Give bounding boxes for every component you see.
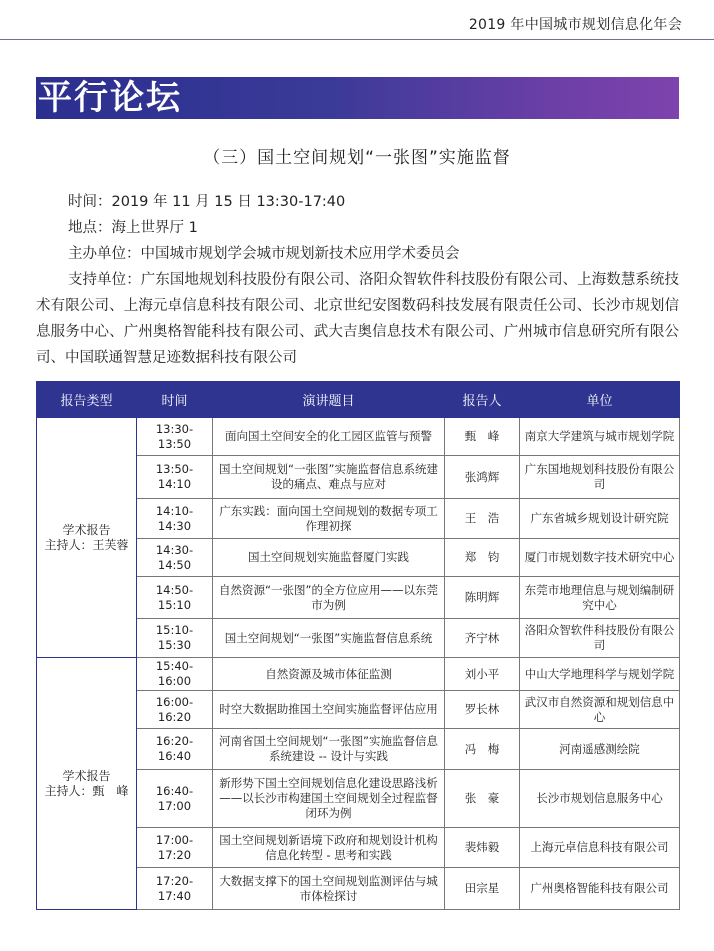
session-speaker: 郑 钧 [445,539,520,577]
session-time: 17:20-17:40 [137,868,213,910]
session-speaker: 刘小平 [445,658,520,691]
session-speaker: 甄 峰 [445,418,520,456]
session-time: 13:50-14:10 [137,456,213,499]
group-type-cell [37,658,137,910]
session-topic: 国土空间规划新语境下政府和规划设计机构信息化转型 - 思考和实践 [213,828,445,868]
session-speaker: 罗长林 [445,691,520,729]
session-org: 上海元卓信息科技有限公司 [520,828,680,868]
info-place: 地点：海上世界厅 1 [68,220,198,236]
session-org: 武汉市自然资源和规划信息中心 [520,691,680,729]
session-speaker: 王 浩 [445,499,520,539]
session-speaker: 陈明辉 [445,577,520,619]
session-speaker: 田宗星 [445,868,520,910]
session-topic: 新形势下国土空间规划信息化建设思路浅析——以长沙市构建国土空间规划全过程监督闭环为例 [213,770,445,828]
session-org: 南京大学建筑与城市规划学院 [520,418,680,456]
col-header-topic: 演讲题目 [213,382,445,418]
session-time: 15:40-16:00 [137,658,213,691]
schedule-table [36,381,680,910]
session-time: 15:10-15:30 [137,619,213,658]
info-organizer: 主办单位：中国城市规划学会城市规划新技术应用学术委员会 [68,246,460,262]
col-header-org: 单位 [520,382,680,418]
session-org: 厦门市规划数字技术研究中心 [520,539,680,577]
session-time: 14:30-14:50 [137,539,213,577]
banner-title: 平行论坛 [38,78,182,118]
session-speaker: 张鸿辉 [445,456,520,499]
table-row [37,418,680,456]
session-time: 16:40-17:00 [137,770,213,828]
session-time: 16:00-16:20 [137,691,213,729]
info-block [36,189,679,371]
table-header-row [37,382,680,418]
session-topic: 河南省国土空间规划“一张图”实施监督信息系统建设 -- 设计与实践 [213,729,445,770]
session-speaker: 冯 梅 [445,729,520,770]
session-topic: 面向国土空间安全的化工园区监管与预警 [213,418,445,456]
session-time: 13:30-13:50 [137,418,213,456]
session-org: 东莞市地理信息与规划编制研究中心 [520,577,680,619]
session-topic: 广东实践：面向国土空间规划的数据专项工作理初探 [213,499,445,539]
session-topic: 大数据支撑下的国土空间规划监测评估与城市体检探讨 [213,868,445,910]
session-topic: 时空大数据助推国土空间实施监督评估应用 [213,691,445,729]
session-org: 广东省城乡规划设计研究院 [520,499,680,539]
session-time: 16:20-16:40 [137,729,213,770]
group-type-cell [37,418,137,658]
session-org: 洛阳众智软件科技股份有限公司 [520,619,680,658]
session-topic: 国土空间规划“一张图”实施监督信息系统建设的痛点、难点与应对 [213,456,445,499]
session-org: 广州奥格智能科技有限公司 [520,868,680,910]
session-speaker: 齐宁林 [445,619,520,658]
session-speaker: 裴炜毅 [445,828,520,868]
col-header-type: 报告类型 [37,382,137,418]
header-divider [0,39,714,40]
session-topic: 国土空间规划实施监督厦门实践 [213,539,445,577]
info-time: 时间：2019 年 11 月 15 日 13:30-17:40 [68,194,346,210]
col-header-speaker: 报告人 [445,382,520,418]
session-time: 17:00-17:20 [137,828,213,868]
session-topic: 自然资源“一张图”的全方位应用——以东莞市为例 [213,577,445,619]
table-row [37,658,680,691]
session-speaker: 张 豪 [445,770,520,828]
group-type: 学术报告 [62,522,111,537]
forum-subtitle: （三）国土空间规划“一张图”实施监督 [203,148,511,168]
group-host: 主持人：王芙蓉 [44,537,129,552]
event-title: 2019 年中国城市规划信息化年会 [468,17,682,33]
info-supporters: 支持单位：广东国地规划科技股份有限公司、洛阳众智软件科技股份有限公司、上海数慧系统技术有限公司、上海元卓信息科技有限公司、北京世纪安图数码科技发展有限责任公司、长沙市规划信息服务中心、广州奥格智能科技有限公司、武大吉奥信息技术有限公司、广州城市信息研究所有限公司、中国联通智慧足迹数据科技有限公司 [36,272,679,366]
session-time: 14:50-15:10 [137,577,213,619]
page-header [0,0,714,40]
session-org: 中山大学地理科学与规划学院 [520,658,680,691]
session-org: 广东国地规划科技股份有限公司 [520,456,680,499]
session-topic: 自然资源及城市体征监测 [213,658,445,691]
col-header-time: 时间 [137,382,213,418]
group-type: 学术报告 [62,768,111,783]
session-time: 14:10-14:30 [137,499,213,539]
section-banner [36,77,679,119]
session-org: 长沙市规划信息服务中心 [520,770,680,828]
group-host: 主持人：甄 峰 [44,783,129,798]
session-topic: 国土空间规划“一张图”实施监督信息系统 [213,619,445,658]
session-org: 河南遥感测绘院 [520,729,680,770]
